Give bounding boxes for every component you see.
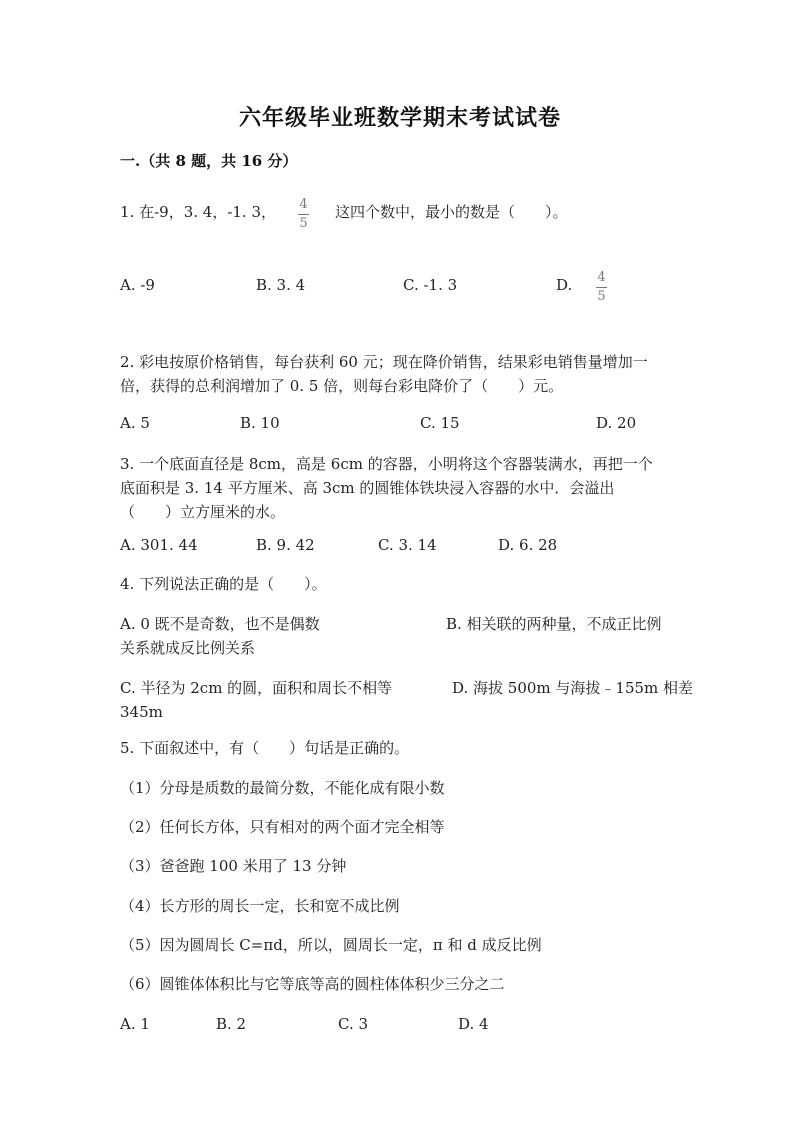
question-4-option-c: C. 半径为 2cm 的圆，面积和周长不相等 bbox=[120, 679, 393, 697]
question-5-option-a: A. 1 bbox=[120, 1015, 150, 1033]
question-5-statement-4: （4）长方形的周长一定，长和宽不成比例 bbox=[120, 897, 400, 915]
question-4-option-d-continued: 345m bbox=[120, 703, 163, 721]
question-1-text-start: 1. 在-9，3. 4，-1. 3， bbox=[120, 203, 277, 221]
question-1-option-d-fraction bbox=[596, 271, 607, 304]
question-3-option-a: A. 301. 44 bbox=[120, 536, 198, 554]
question-2-option-a: A. 5 bbox=[120, 414, 150, 432]
question-5-option-d: D. 4 bbox=[458, 1015, 489, 1033]
question-4-option-d: D. 海拔 500m 与海拔﹣155m 相差 bbox=[452, 679, 694, 697]
question-1-fraction bbox=[298, 198, 309, 231]
question-4-option-b: B. 相关联的两种量，不成正比例 bbox=[446, 615, 662, 633]
fraction-bar bbox=[298, 214, 309, 215]
question-5-statement-6: （6）圆锥体体积比与它等底等高的圆柱体体积少三分之二 bbox=[120, 975, 505, 993]
question-3-line-2: 底面积是 3. 14 平方厘米、高 3cm 的圆锥体铁块浸入容器的水中．会溢出 bbox=[120, 479, 615, 497]
question-5-statement-3: （3）爸爸跑 100 米用了 13 分钟 bbox=[120, 857, 347, 875]
question-3-option-d: D. 6. 28 bbox=[498, 536, 558, 554]
question-2-option-c: C. 15 bbox=[420, 414, 460, 432]
question-1-option-a: A. -9 bbox=[120, 276, 155, 294]
question-3-line-1: 3. 一个底面直径是 8cm，高是 6cm 的容器，小明将这个容器装满水，再把一个 bbox=[120, 455, 653, 473]
question-2-option-b: B. 10 bbox=[240, 414, 280, 432]
question-1-option-b: B. 3. 4 bbox=[256, 276, 306, 294]
question-2-line-1: 2. 彩电按原价格销售，每台获利 60 元；现在降价销售，结果彩电销售量增加一 bbox=[120, 353, 648, 371]
section-heading: 一.（共 8 题，共 16 分） bbox=[120, 152, 298, 170]
question-1-option-d: D. bbox=[556, 276, 573, 294]
exam-title: 六年级毕业班数学期末考试试卷 bbox=[238, 105, 561, 131]
question-5-text: 5. 下面叙述中，有（ ）句话是正确的。 bbox=[120, 739, 410, 757]
fraction-numerator: 4 bbox=[597, 270, 606, 285]
question-1-text-end: 这四个数中，最小的数是（ ）。 bbox=[335, 203, 568, 221]
question-5-statement-2: （2）任何长方体，只有相对的两个面才完全相等 bbox=[120, 818, 445, 836]
question-5-statement-5: （5）因为圆周长 C=πd，所以，圆周长一定，π 和 d 成反比例 bbox=[120, 936, 542, 954]
question-3-option-b: B. 9. 42 bbox=[256, 536, 315, 554]
question-1-option-c: C. -1. 3 bbox=[403, 276, 458, 294]
fraction-bar bbox=[596, 287, 607, 288]
fraction-numerator: 4 bbox=[299, 197, 308, 212]
fraction-denominator: 5 bbox=[597, 289, 606, 304]
question-2-line-2: 倍，获得的总利润增加了 0. 5 倍，则每台彩电降价了（ ）元。 bbox=[120, 377, 564, 395]
question-3-option-c: C. 3. 14 bbox=[378, 536, 437, 554]
question-4-option-a: A. 0 既不是奇数，也不是偶数 bbox=[120, 615, 320, 633]
question-5-option-b: B. 2 bbox=[216, 1015, 247, 1033]
question-5-option-c: C. 3 bbox=[338, 1015, 369, 1033]
fraction-denominator: 5 bbox=[299, 216, 308, 231]
question-4-text: 4. 下列说法正确的是（ ）。 bbox=[120, 575, 327, 593]
question-4-option-b-continued: 关系就成反比例关系 bbox=[120, 639, 256, 657]
question-2-option-d: D. 20 bbox=[596, 414, 637, 432]
question-5-statement-1: （1）分母是质数的最简分数，不能化成有限小数 bbox=[120, 779, 445, 797]
question-3-line-3: （ ）立方厘米的水。 bbox=[120, 503, 286, 521]
